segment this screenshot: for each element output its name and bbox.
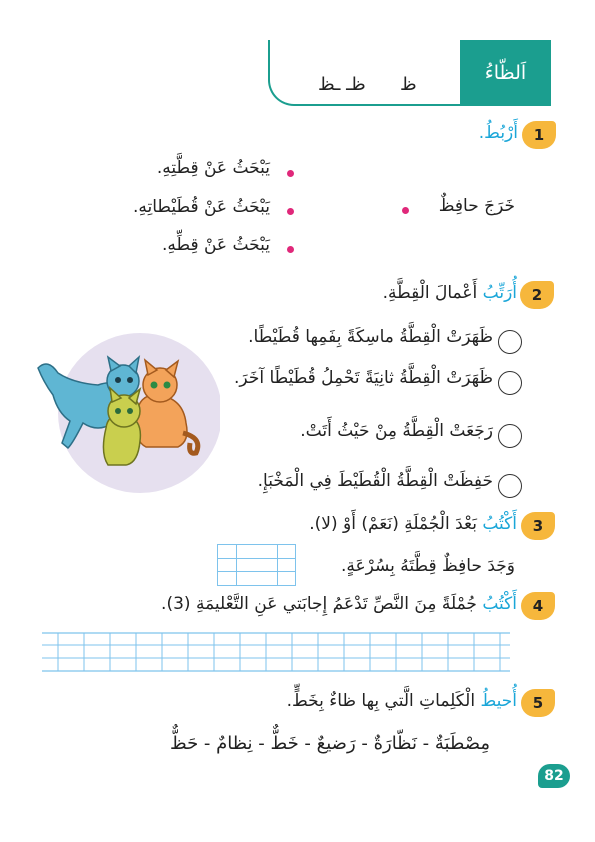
question-2-badge: 2 xyxy=(520,281,554,309)
question-1-title xyxy=(479,123,518,143)
question-5-badge: 5 xyxy=(521,689,555,717)
question-3-rest: بَعْدَ الْجُمْلَةِ (نَعَمْ) أَوْ (لا). xyxy=(309,514,477,534)
question-5-verb: أُحيطُ xyxy=(480,691,517,711)
question-1-verb: أَرْبُطُ. xyxy=(478,123,518,143)
option-3-text: يَبْحَثُ عَنْ قِطِّهِ. xyxy=(161,235,270,255)
question-5-rest: الْكَلِماتِ الَّتي بِها ظاءٌ بِخَطٍّ. xyxy=(286,691,476,711)
order-item-2: ظَهَرَتْ الْقِطَّةُ ثانِيَةً تَحْمِلُ قُطَيْطًا آخَرَ. xyxy=(234,368,493,388)
order-circle-2[interactable] xyxy=(498,371,522,395)
question-3-title xyxy=(309,514,517,534)
letter-isolated: ظ xyxy=(400,74,417,95)
option-1-dot[interactable] xyxy=(287,170,294,177)
option-2-dot[interactable] xyxy=(287,208,294,215)
question-3-sentence: وَجَدَ حافِظٌ قِطَّتَهُ بِسُرْعَةٍ. xyxy=(340,556,515,576)
writing-lines[interactable] xyxy=(42,632,510,672)
left-item-dot[interactable] xyxy=(402,207,409,214)
cats-illustration xyxy=(28,323,220,498)
option-3-dot[interactable] xyxy=(287,246,294,253)
page-number: 82 xyxy=(538,764,570,788)
order-circle-4[interactable] xyxy=(498,474,522,498)
question-1-badge: 1 xyxy=(522,121,556,149)
question-4-title xyxy=(161,594,517,614)
order-item-1: ظَهَرَتْ الْقِطَّةُ ماسِكَةً بِفَمِها قُطَيْطًا. xyxy=(248,327,493,347)
question-4-badge: 4 xyxy=(521,592,555,620)
order-circle-1[interactable] xyxy=(498,330,522,354)
answer-box[interactable] xyxy=(217,544,296,586)
order-circle-3[interactable] xyxy=(498,424,522,448)
question-2-title xyxy=(383,283,517,303)
lesson-title: اَلظّاءُ xyxy=(460,40,551,106)
order-item-3: رَجَعَتْ الْقِطَّةُ مِنْ حَيْثُ أَتَتْ. xyxy=(300,421,493,441)
word-list: مِصْطَبَةٌ - نَظّارَةٌ - رَضيعٌ - خَطٌّ - نِظامٌ - حَظٌّ xyxy=(170,733,490,754)
question-3-verb: أَكْتُبُ xyxy=(482,514,517,534)
letter-forms: ظـ ـظ xyxy=(318,74,366,95)
question-3-badge: 3 xyxy=(521,512,555,540)
order-item-4: حَفِظَتْ الْقِطَّةُ الْقُطَيْطَ فِي الْمَخْبَإِ. xyxy=(257,471,493,491)
question-2-verb: أُرَتِّبُ xyxy=(482,283,517,303)
left-item-text: خَرَجَ حافِظٌ xyxy=(438,196,515,216)
question-4-verb: أَكْتُبُ xyxy=(482,594,517,614)
question-5-title xyxy=(287,691,517,711)
option-1-text: يَبْحَثُ عَنْ قِطَّتِهِ. xyxy=(156,158,270,178)
question-2-rest: أَعْمالَ الْقِطَّةِ. xyxy=(382,283,478,303)
option-2-text: يَبْحَثُ عَنْ قُطَيْطاتِهِ. xyxy=(133,197,270,217)
question-4-rest: جُمْلَةً مِنَ النَّصِّ تَدْعَمُ إِجابَتي عَنِ التَّعْليمَةِ (3). xyxy=(161,594,477,614)
